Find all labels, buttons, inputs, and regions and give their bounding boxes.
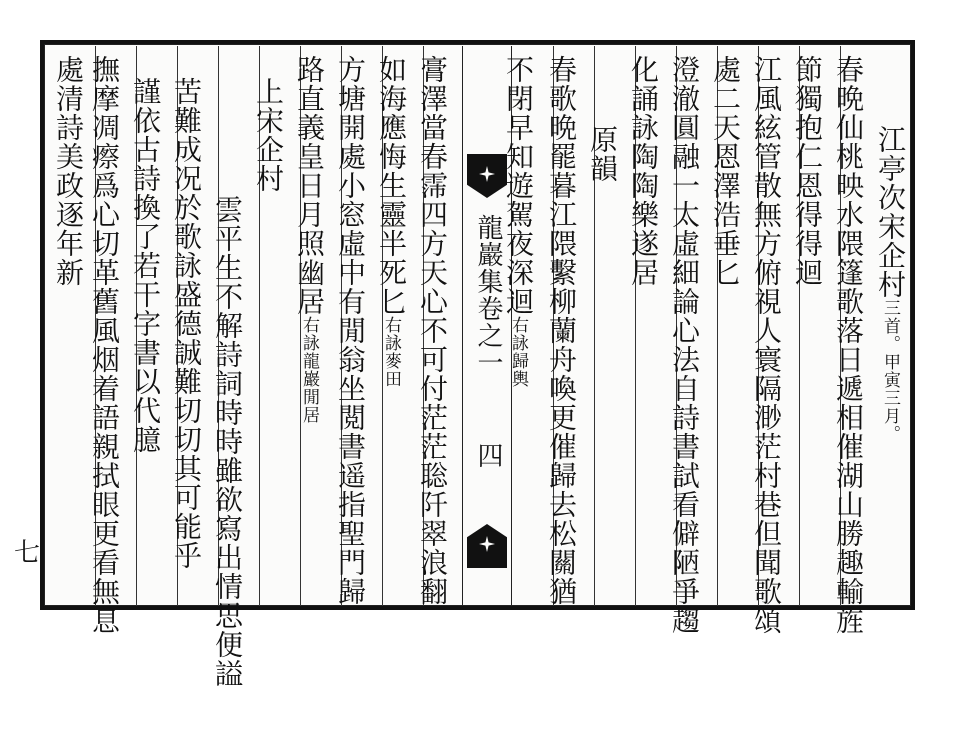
folio-number: 四 xyxy=(473,442,503,468)
poem-note: 右詠歸輿 xyxy=(508,316,528,388)
text-column xyxy=(369,55,413,603)
text-line: 如海應悔生靈半死匕 xyxy=(375,55,408,316)
text-column: 謹依古詩換了若干字書以代臆 xyxy=(129,77,162,454)
text-column: 雲平生不解詩詞時時雖欲寫出情思便謚 xyxy=(211,195,244,688)
text-column: 節獨抱仁恩得得迴 xyxy=(791,55,824,287)
text-column: 春晩仙桃映水隈篷歌落日遞相催湖山勝趣輸旌 xyxy=(832,55,865,635)
text-column: 苦難成况於歌詠盛德誠難切切其可能乎 xyxy=(170,77,203,570)
text-line: 不閉早知遊駕夜深迴 xyxy=(502,55,535,316)
poem-note: 右詠麥田 xyxy=(381,316,401,388)
volume-title: 龍巖集卷之一 xyxy=(473,214,503,376)
text-column: 處清詩美政逐年新 xyxy=(52,55,85,287)
text-column: 方塘開處小窓虛中有閒翁坐閲書遥指聖門歸 xyxy=(334,55,367,606)
section-heading: 上宋企村 xyxy=(252,77,285,193)
text-line: 路直義皇日月照幽居 xyxy=(293,55,326,316)
text-column: 春歌晩罷暮江隈繫柳蘭舟喚更催歸去松關猶 xyxy=(545,55,578,606)
poem-title-note: 三首。甲寅三月。 xyxy=(880,299,900,443)
page-number: 七 xyxy=(14,538,41,568)
text-column: 澄澈圓融一太虛細論心法自詩書試看僻陋爭趨 xyxy=(668,55,701,635)
section-heading: 原韻 xyxy=(586,125,619,183)
text-column: 處二天恩澤浩垂匕 xyxy=(709,55,742,287)
poem-title: 江亭次宋企村 xyxy=(874,125,907,299)
text-column xyxy=(498,55,540,603)
text-column: 膏澤當春霈四方天心不可付茫茫聡阡翠浪翻 xyxy=(416,55,449,606)
text-column: 江風絃管散無方俯視人寰隔渺茫村巷但聞歌頌 xyxy=(750,55,783,635)
text-column xyxy=(287,55,331,603)
poem-note: 右詠龍巖閒居 xyxy=(299,316,319,424)
text-column: 化誦詠陶陶樂遂居 xyxy=(627,55,660,287)
text-column: 撫摩凋瘵爲心切革舊風烟着語親拭眼更看無息 xyxy=(88,55,121,635)
poem-title-column xyxy=(868,55,912,673)
